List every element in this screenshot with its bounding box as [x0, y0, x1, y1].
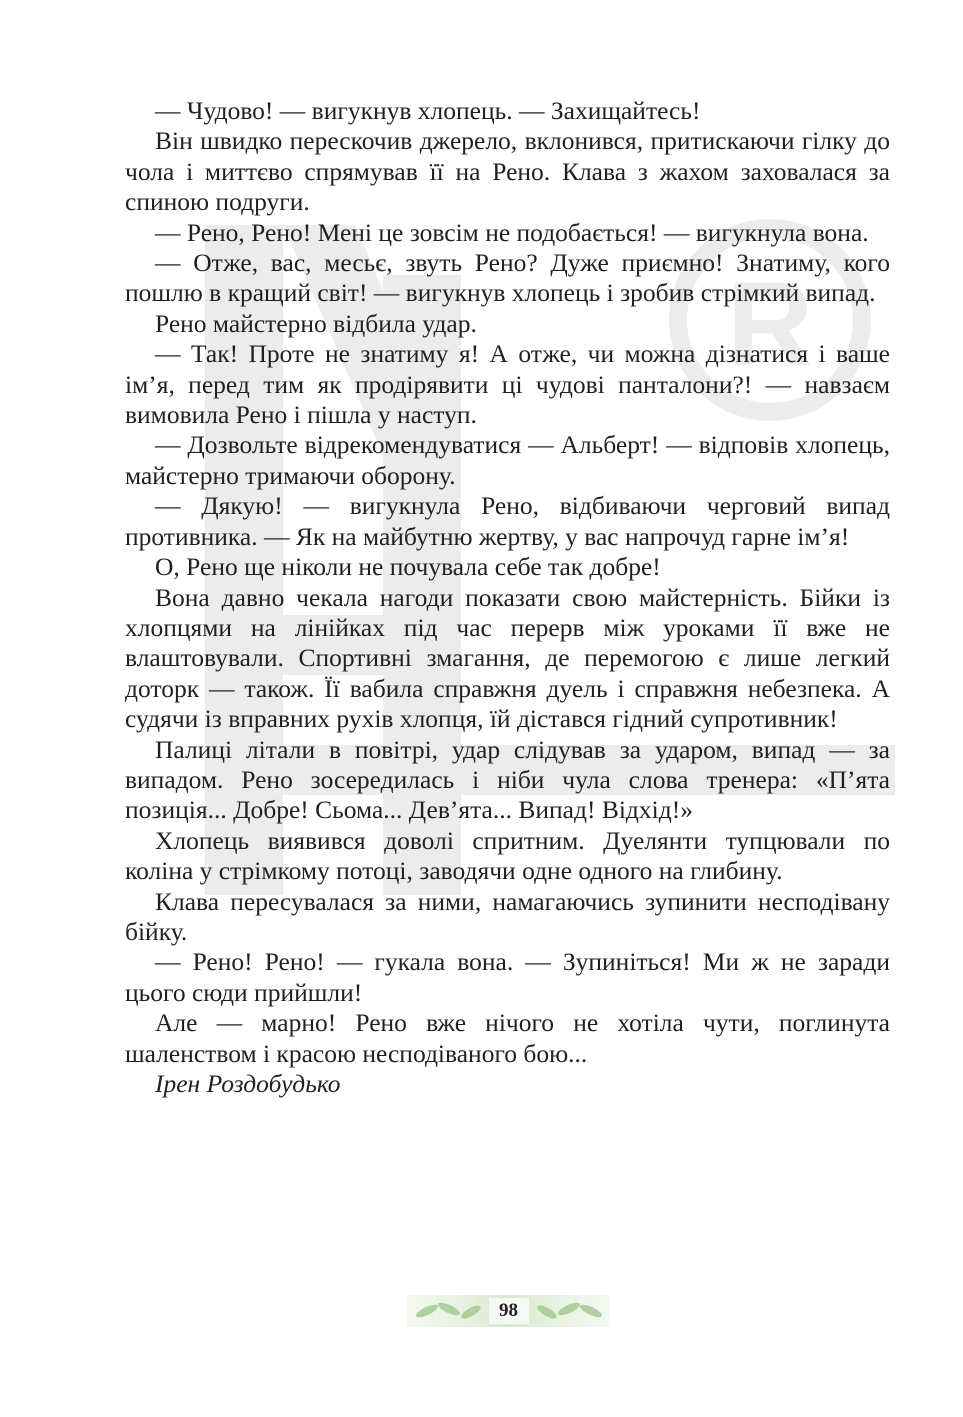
paragraph: — Так! Проте не знатиму я! А отже, чи можна дізнатися і ваше ім’я, перед тим як продірявити ці чудові панталони?! — навзаєм вимовила Рено і пішла у наступ. [125, 339, 890, 430]
story-text [125, 96, 890, 1099]
page-footer [407, 1291, 610, 1331]
paragraph: — Отже, вас, месьє, звуть Рено? Дуже приємно! Знатиму, кого пошлю в кращий світ! — вигукнув хлопець і зробив стрімкий випад. [125, 248, 890, 308]
paragraph: — Чудово! — вигукнув хлопець. — Захищайтесь! [155, 96, 701, 125]
paragraph: Вона давно чекала нагоди показати свою майстерність. Бійки із хлопцями на лінійках під час перерв між уроками її вже не влаштовували. Спортивні змагання, де перемогою є лише легкий доторк — також. Її вабила справжня дуель і справжня небезпека. А судячи із вправних рухів хлопця, їй дістався гідний супротивник! [125, 582, 890, 734]
paragraph: — Дозвольте відрекомендуватися — Альберт! — відповів хлопець, майстерно тримаючи оборону. [125, 430, 890, 490]
svg-text:R: R [726, 257, 814, 391]
paragraph: — Рено! Рено! — гукала вона. — Зупиніться! Ми ж не заради цього сюди прийшли! [125, 947, 890, 1007]
paragraph: О, Рено ще ніколи не почувала себе так добре! [155, 552, 661, 582]
paragraph: — Рено, Рено! Мені це зовсім не подобається! — вигукнула вона. [155, 217, 869, 247]
paragraph: Рено майстерно відбила удар. [155, 308, 477, 338]
paragraph: Клава пересувалася за ними, намагаючись зупинити несподівану бійку. [125, 886, 890, 946]
paragraph: Хлопець виявився доволі спритним. Дуелянти тупцювали по коліна у стрімкому потоці, заводячи одне одного на глибину. [125, 825, 890, 886]
paragraph: Палиці літали в повітрі, удар слідував за ударом, випад — за випадом. Рено зосередилась і ніби чула слова тренера: «П’ята позиція... Добре! Сьома... Дев’ята... Випад! Відхід!» [125, 734, 890, 825]
author-signature: Ірен Роздобудько [155, 1069, 341, 1098]
page-number: 98 [499, 1300, 518, 1321]
paragraph: — Дякую! — вигукнула Рено, відбиваючи черговий випад противника. — Як на майбутню жертву, у вас напрочуд гарне ім’я! [125, 491, 890, 551]
paragraph: Але — марно! Рено вже нічого не хотіла чути, поглинута шаленством і красою несподіваного бою... [125, 1008, 890, 1068]
paragraph: Він швидко перескочив джерело, вклонився, притискаючи гілку до чола і миттєво спрямував її на Рено. Клава з жахом заховалася за спиною подруги. [125, 126, 890, 217]
